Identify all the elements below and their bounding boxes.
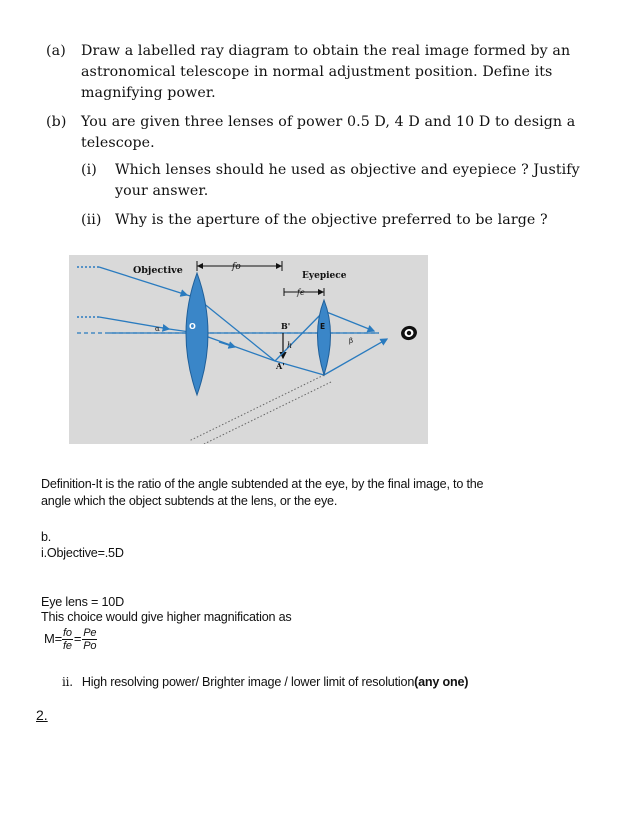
formula-fe: fe — [63, 640, 72, 653]
question-a-line-3: magnifying power. — [81, 85, 216, 101]
answer-choice: This choice would give higher magnification as — [41, 610, 292, 624]
eyepiece-label: Eyepiece — [302, 271, 347, 281]
ray-emerging-2 — [324, 339, 387, 375]
magnification-formula — [44, 626, 97, 652]
beta-label: β — [349, 337, 354, 345]
question-b-i-line-2: your answer. — [115, 183, 209, 199]
ray-refracted-1 — [197, 298, 275, 361]
telescope-ray-diagram — [69, 255, 428, 444]
formula-focal-ratio — [62, 627, 73, 652]
answer-ii-bold: (any one) — [414, 675, 469, 689]
objective-lens — [186, 273, 208, 395]
virtual-ray-extension-1 — [189, 375, 324, 441]
page-number: 2. — [36, 707, 48, 723]
a-prime-label: A' — [276, 361, 285, 371]
formula-eq: = — [73, 631, 82, 646]
fe-label: fe — [297, 288, 305, 297]
ray-diagram-svg — [69, 255, 428, 444]
question-a-line-1: Draw a labelled ray diagram to obtain the real image formed by an — [81, 43, 571, 59]
formula-power-ratio — [82, 627, 97, 652]
answer-ii-label: ii. — [62, 675, 73, 689]
eyepiece-e-label: E — [320, 322, 326, 331]
objective-o-label: O — [189, 322, 196, 331]
fo-label: fo — [232, 262, 241, 272]
formula-lhs: M= — [44, 631, 63, 646]
ray-to-eyepiece-1 — [275, 311, 324, 361]
eyepiece-lens — [318, 300, 331, 375]
question-a-label: (a) — [46, 43, 66, 59]
ray-emerging-1 — [324, 311, 374, 331]
virtual-ray-extension-2 — [204, 382, 331, 444]
answer-b-label: b. — [41, 530, 52, 544]
eye-icon — [399, 324, 418, 342]
alpha-label: α — [155, 325, 160, 333]
objective-label: Objective — [133, 265, 183, 276]
formula-fo: fo — [63, 627, 72, 640]
answer-eye-lens: Eye lens = 10D — [41, 595, 124, 609]
answer-ii — [62, 674, 468, 691]
b-prime-label: B' — [281, 321, 291, 331]
question-b-ii-label: (ii) — [81, 212, 102, 228]
question-b-i-label: (i) — [81, 162, 97, 178]
definition-line-1: Definition-It is the ratio of the angle subtended at the eye, by the final image, to the — [41, 477, 484, 491]
question-a-line-2: astronomical telescope in normal adjustment position. Define its — [81, 64, 553, 80]
question-b-line-2: telescope. — [81, 135, 155, 151]
formula-po: Po — [83, 640, 97, 653]
definition-line-2: angle which the object subtends at the lens, or the eye. — [41, 494, 338, 508]
answer-ii-text: High resolving power/ Brighter image / lower limit of resolution — [81, 675, 415, 689]
formula-pe: Pe — [83, 627, 97, 640]
question-b-label: (b) — [46, 114, 67, 130]
question-b-ii-text: Why is the aperture of the objective preferred to be large ? — [115, 212, 548, 228]
h-label: h — [287, 341, 293, 350]
ray-refracted-2 — [197, 333, 275, 361]
answer-objective: i.Objective=.5D — [41, 546, 124, 560]
question-b-i-line-1: Which lenses should he used as objective and eyepiece ? Justify — [115, 162, 580, 178]
question-b-line-1: You are given three lenses of power 0.5 D, 4 D and 10 D to design a — [81, 114, 576, 130]
